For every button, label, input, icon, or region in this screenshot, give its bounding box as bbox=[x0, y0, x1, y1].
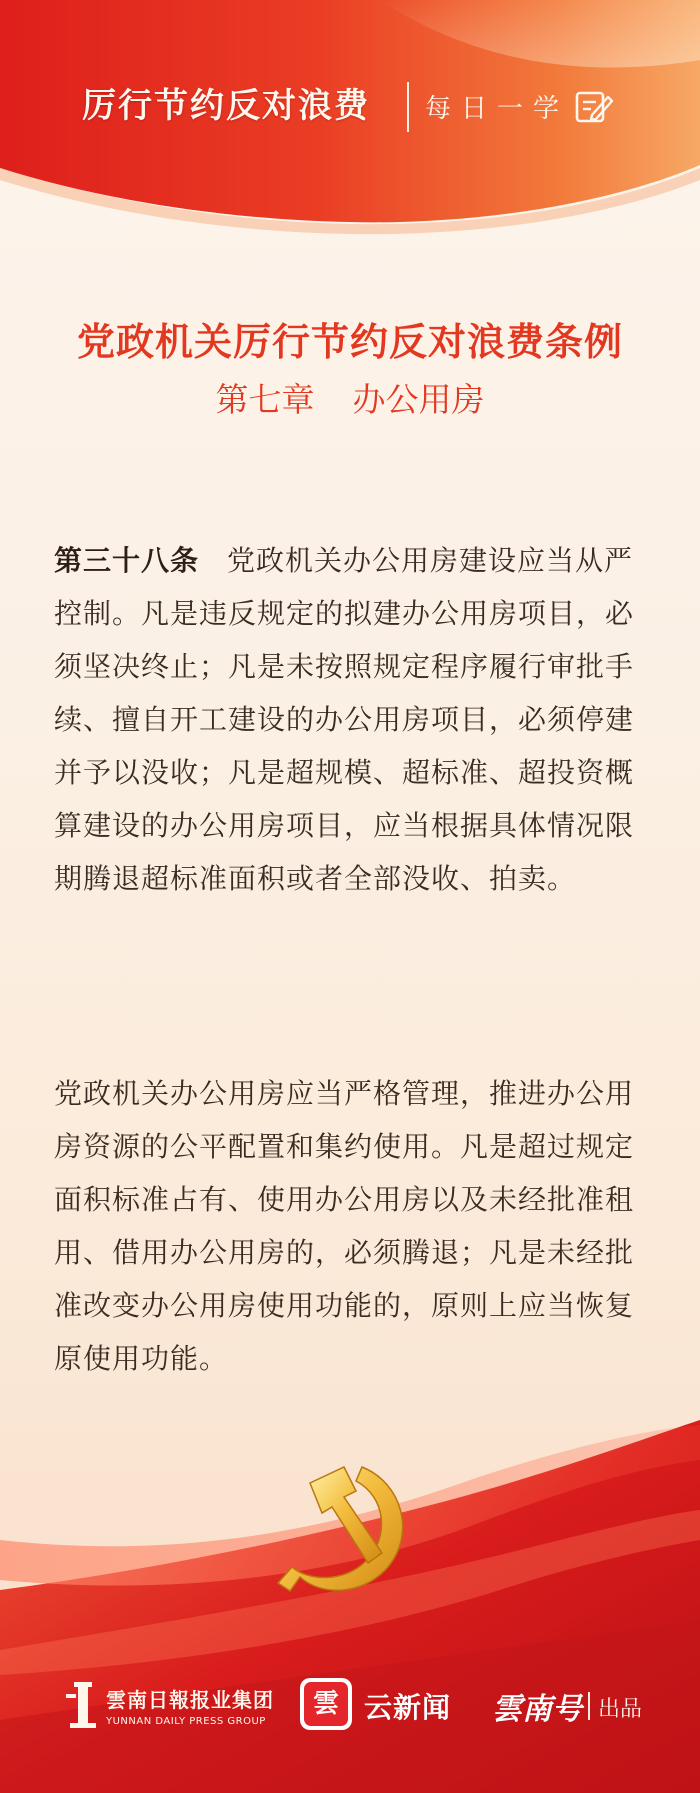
app-name: 云新闻 bbox=[364, 1691, 452, 1724]
yunnan-daily-logo-icon bbox=[64, 1680, 102, 1730]
document-title: 党政机关厉行节约反对浪费条例 bbox=[76, 319, 623, 364]
gold-emblem-icon bbox=[270, 1455, 420, 1605]
publisher-name bbox=[106, 1684, 274, 1727]
chapter-title bbox=[0, 374, 700, 421]
article-paragraph-1 bbox=[54, 534, 654, 905]
chapter-number: 第七章 bbox=[215, 380, 315, 419]
article-number: 第三十八条 bbox=[54, 544, 200, 577]
header-title: 厉行节约反对浪费 bbox=[82, 86, 370, 126]
header-divider bbox=[407, 82, 409, 132]
account-name: 雲南号 bbox=[492, 1692, 582, 1727]
footer-logos bbox=[0, 1680, 700, 1760]
chapter-name: 办公用房 bbox=[352, 380, 485, 419]
article-text-1: 党政机关办公用房建设应当从严控制。凡是违反规定的拟建办公用房项目，必须坚决终止；凡是未按照规定程序履行审批手续、擅自开工建设的办公用房项目，必须停建并予以没收；凡是超规模、超标准、超投资概算建设的办公用房项目，应当根据具体情况限期腾退超标准面积或者全部没收、拍卖。 bbox=[54, 544, 635, 895]
yunxinwen-app-glyph: 雲 bbox=[304, 1682, 348, 1726]
publisher-name-en: YUNNAN DAILY PRESS GROUP bbox=[106, 1716, 266, 1727]
article-paragraph-2 bbox=[54, 1067, 654, 1385]
publisher-name-zh: 雲南日報报业集团 bbox=[106, 1688, 274, 1712]
note-edit-icon bbox=[574, 88, 614, 126]
article-text-2: 党政机关办公用房应当严格管理，推进办公用房资源的公平配置和集约使用。凡是超过规定面积标准占有、使用办公用房以及未经批准租用、借用办公用房的，必须腾退；凡是未经批准改变办公用房使用功能的，原则上应当恢复原使用功能。 bbox=[54, 1077, 635, 1375]
footer-divider bbox=[588, 1692, 590, 1720]
header-subtitle: 每日一学 bbox=[425, 94, 570, 124]
yunxinwen-app-icon bbox=[300, 1678, 352, 1730]
produced-by: 出品 bbox=[598, 1697, 643, 1722]
